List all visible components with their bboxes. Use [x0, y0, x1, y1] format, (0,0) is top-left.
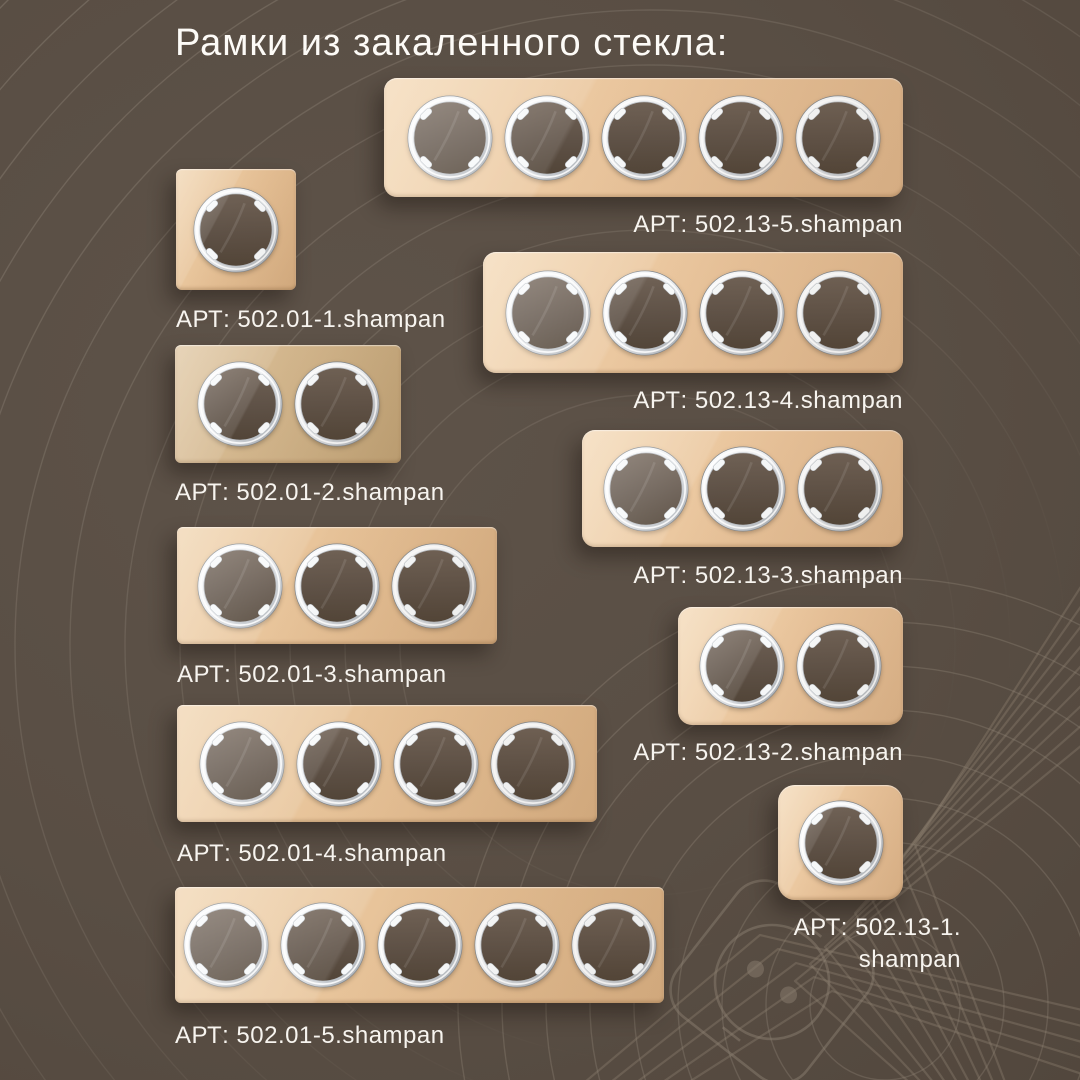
chrome-ring — [796, 623, 882, 709]
chrome-ring — [603, 446, 689, 532]
article-label — [761, 912, 961, 976]
chrome-ring — [698, 95, 784, 181]
chrome-ring — [296, 721, 382, 807]
glass-frame-3-gang — [582, 430, 903, 547]
product-502.01-1 — [176, 169, 446, 333]
chrome-ring — [602, 270, 688, 356]
article-label: АРТ: 502.01-5.shampan — [175, 1022, 445, 1049]
product-502.13-1 — [778, 785, 961, 973]
glass-frame-1-gang — [176, 169, 296, 290]
glass-frame-2-gang — [678, 607, 903, 725]
chrome-ring — [490, 721, 576, 807]
chrome-ring — [197, 543, 283, 629]
chrome-ring — [699, 623, 785, 709]
article-label: АРТ: 502.01-3.shampan — [177, 661, 447, 688]
glass-frame-3-gang — [177, 527, 497, 644]
chrome-ring — [377, 902, 463, 988]
article-label: АРТ: 502.13-3.shampan — [633, 562, 903, 589]
chrome-ring — [571, 902, 657, 988]
chrome-ring — [700, 446, 786, 532]
chrome-ring — [795, 95, 881, 181]
chrome-ring — [183, 902, 269, 988]
product-502.01-2 — [175, 345, 445, 506]
chrome-ring — [505, 270, 591, 356]
article-label-line: shampan — [858, 946, 961, 973]
article-label: АРТ: 502.13-5.shampan — [633, 211, 903, 238]
chrome-ring — [699, 270, 785, 356]
glass-frame-5-gang — [384, 78, 903, 197]
glass-frame-4-gang — [177, 705, 597, 822]
chrome-ring — [796, 270, 882, 356]
chrome-ring — [197, 361, 283, 447]
article-label: АРТ: 502.13-2.shampan — [633, 739, 903, 766]
chrome-ring — [193, 187, 279, 273]
chrome-ring — [294, 361, 380, 447]
article-label: АРТ: 502.01-1.shampan — [176, 306, 446, 333]
article-label: АРТ: 502.01-4.shampan — [177, 840, 447, 867]
product-502.01-4 — [177, 705, 597, 867]
glass-frame-4-gang — [483, 252, 903, 373]
glass-frame-1-gang — [778, 785, 903, 900]
product-502.13-5 — [384, 78, 903, 238]
product-502.01-5 — [175, 887, 664, 1049]
product-502.13-4 — [483, 252, 903, 414]
product-502.13-2 — [633, 607, 903, 766]
chrome-ring — [797, 446, 883, 532]
chrome-ring — [504, 95, 590, 181]
chrome-ring — [474, 902, 560, 988]
chrome-ring — [407, 95, 493, 181]
chrome-ring — [601, 95, 687, 181]
poster-title: Рамки из закаленного стекла: — [175, 22, 729, 64]
glass-frame-5-gang — [175, 887, 664, 1003]
article-label-line: АРТ: 502.13-1. — [793, 914, 961, 941]
chrome-ring — [280, 902, 366, 988]
chrome-ring — [798, 800, 884, 886]
glass-frame-2-gang — [175, 345, 401, 463]
product-502.01-3 — [177, 527, 497, 688]
product-502.13-3 — [582, 430, 903, 589]
chrome-ring — [391, 543, 477, 629]
chrome-ring — [393, 721, 479, 807]
article-label: АРТ: 502.01-2.shampan — [175, 479, 445, 506]
chrome-ring — [294, 543, 380, 629]
article-label: АРТ: 502.13-4.shampan — [633, 387, 903, 414]
chrome-ring — [199, 721, 285, 807]
